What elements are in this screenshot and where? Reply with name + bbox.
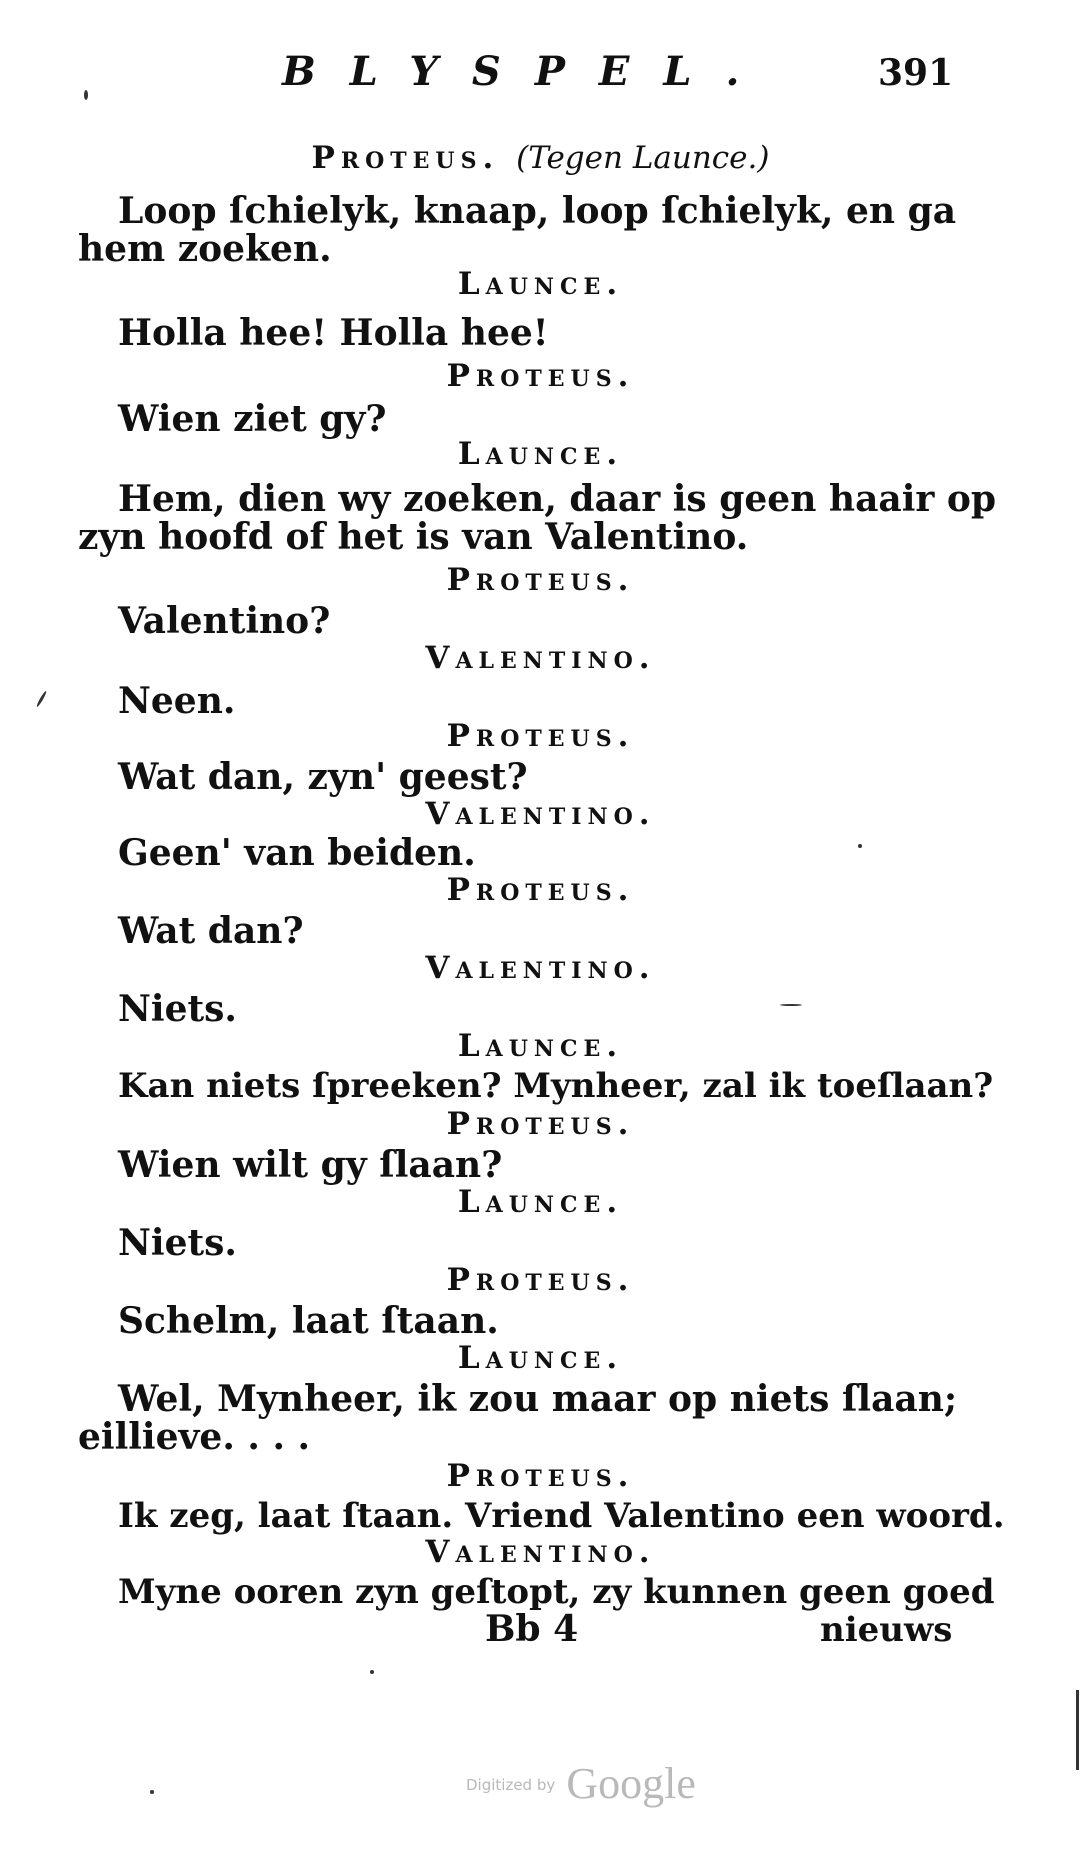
speech-line: Wien wilt gy ſlaan?: [118, 1144, 503, 1186]
speech-line: eillieve. . . .: [78, 1416, 311, 1458]
speech-line: zyn hoofd of het is van Valentino.: [78, 516, 749, 558]
scan-speck: [858, 844, 862, 848]
speaker-name: Launce.: [457, 1340, 624, 1376]
digitized-watermark: [466, 1758, 696, 1809]
speech-line: Valentino?: [118, 600, 331, 642]
speaker-name: Proteus.: [446, 562, 635, 598]
speech-line: Ik zeg, laat ſtaan. Vriend Valentino een woord.: [118, 1496, 1005, 1536]
speaker-name: Valentino.: [425, 640, 656, 676]
speaker-name: Launce.: [457, 1028, 624, 1064]
speaker-name: Valentino.: [425, 796, 656, 832]
speaker-name: Proteus.: [311, 140, 500, 176]
speaker-name: Launce.: [457, 436, 624, 472]
page-number: 391: [878, 52, 954, 94]
catchword: nieuws: [820, 1610, 953, 1650]
speech-line: Holla hee! Holla hee!: [118, 312, 549, 354]
speaker-name: Launce.: [457, 1184, 624, 1220]
speaker-name: Proteus.: [446, 1262, 635, 1298]
speech-line: Kan niets ſpreeken? Mynheer, zal ik toeſlaan?: [118, 1066, 994, 1106]
speaker-heading: [0, 1340, 1081, 1376]
speaker-heading: [0, 358, 1081, 394]
speaker-heading: [0, 562, 1081, 598]
speaker-heading: [0, 796, 1081, 832]
speaker-heading: [0, 1458, 1081, 1494]
speaker-heading: [0, 950, 1081, 986]
speaker-heading: [0, 436, 1081, 472]
speech-line: hem zoeken.: [78, 228, 332, 270]
speaker-heading: [0, 266, 1081, 302]
speaker-name: Valentino.: [425, 1534, 656, 1570]
scan-speck: [84, 90, 88, 100]
speaker-name: Proteus.: [446, 358, 635, 394]
speaker-name: Launce.: [457, 266, 624, 302]
speaker-heading: [0, 1534, 1081, 1570]
speech-line: Myne ooren zyn geſtopt, zy kunnen geen goed: [118, 1572, 995, 1612]
running-title: BLYSPEL.: [282, 48, 774, 95]
speech-line: Hem, dien wy zoeken, daar is geen haair op: [118, 478, 997, 520]
speaker-heading: [0, 1262, 1081, 1298]
speaker-name: Valentino.: [425, 950, 656, 986]
speech-line: Wien ziet gy?: [118, 398, 387, 440]
speaker-name: Proteus.: [446, 1458, 635, 1494]
speaker-heading: [0, 1106, 1081, 1142]
speech-line: Wat dan, zyn' geest?: [118, 756, 528, 798]
scan-speck: [36, 690, 48, 707]
stage-direction: (Tegen Launce.): [516, 140, 770, 176]
speech-line: Niets.: [118, 988, 237, 1030]
scan-speck: [150, 1790, 154, 1794]
speech-line: Wel, Mynheer, ik zou maar op niets ſlaan;: [118, 1378, 958, 1420]
speaker-name: Proteus.: [446, 718, 635, 754]
speech-line: Neen.: [118, 680, 236, 722]
speaker-heading: [0, 140, 1081, 176]
speech-line: Loop ſchielyk, knaap, loop ſchielyk, en ga: [118, 190, 957, 232]
speaker-heading: [0, 1028, 1081, 1064]
speaker-name: Proteus.: [446, 872, 635, 908]
speaker-heading: [0, 640, 1081, 676]
scan-speck: [370, 1670, 374, 1674]
speaker-heading: [0, 872, 1081, 908]
google-logo: Google: [566, 1759, 696, 1808]
speech-line: Niets.: [118, 1222, 237, 1264]
speech-line: Geen' van beiden.: [118, 832, 476, 874]
speaker-heading: [0, 1184, 1081, 1220]
signature-mark: Bb 4: [485, 1608, 579, 1650]
speech-line: Schelm, laat ſtaan.: [118, 1300, 499, 1342]
speech-line: Wat dan?: [118, 910, 304, 952]
speaker-name: Proteus.: [446, 1106, 635, 1142]
page-header: [0, 48, 1081, 108]
scan-edge-line: [1076, 1690, 1079, 1770]
speaker-heading: [0, 718, 1081, 754]
scan-speck: [780, 1004, 802, 1006]
digitized-by-label: Digitized by: [466, 1776, 556, 1794]
